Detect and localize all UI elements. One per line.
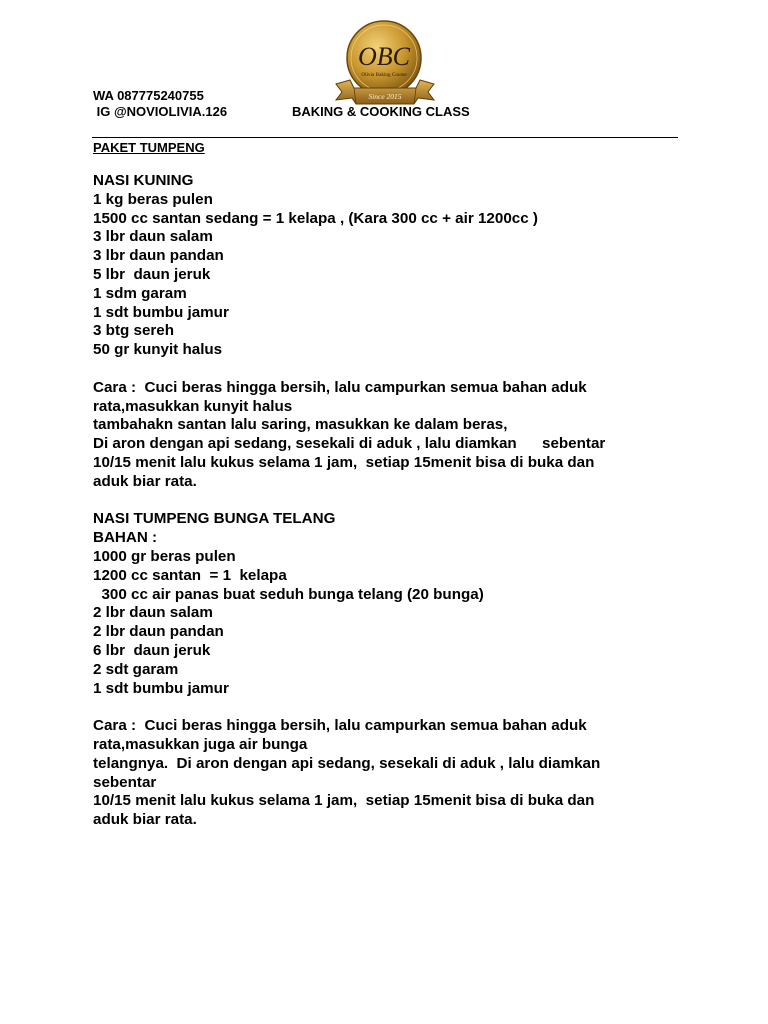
ingredient-line: 5 lbr daun jeruk bbox=[93, 265, 211, 283]
method-line: Cara : Cuci beras hingga bersih, lalu campurkan semua bahan aduk bbox=[93, 717, 587, 735]
logo-ribbon-text: Since 2015 bbox=[368, 92, 402, 101]
method-line: Cara : Cuci beras hingga bersih, lalu campurkan semua bahan aduk bbox=[93, 378, 587, 396]
method-line: 10/15 menit lalu kukus selama 1 jam, setiap 15menit bisa di buka dan bbox=[93, 453, 595, 471]
method-line: sebentar bbox=[93, 773, 157, 791]
ingredient-line: 1 kg beras pulen bbox=[93, 190, 213, 208]
ingredient-line: 1000 gr beras pulen bbox=[93, 547, 236, 565]
spacer bbox=[93, 492, 683, 511]
class-title: BAKING & COOKING CLASS bbox=[292, 104, 470, 119]
instagram-contact: IG @NOVIOLIVIA.126 bbox=[93, 104, 228, 119]
recipe-body bbox=[93, 172, 683, 830]
ingredient-line: 3 lbr daun pandan bbox=[93, 247, 224, 265]
ingredient-line: 300 cc air panas buat seduh bunga telang (20 bunga) bbox=[93, 585, 484, 603]
logo-name: Olivia Baking Course bbox=[361, 72, 407, 78]
spacer bbox=[93, 698, 683, 717]
method-line: rata,masukkan kunyit halus bbox=[93, 397, 293, 415]
ingredient-line: 3 lbr daun salam bbox=[93, 228, 213, 246]
ingredient-line: 1 sdt bumbu jamur bbox=[93, 303, 229, 321]
ingredient-line: BAHAN : bbox=[93, 529, 158, 547]
section-title: NASI KUNING bbox=[93, 172, 194, 189]
ingredient-line: 1500 cc santan sedang = 1 kelapa , (Kara 300 cc + air 1200cc ) bbox=[93, 209, 538, 227]
method-line: aduk biar rata. bbox=[93, 811, 197, 829]
ingredient-line: 2 sdt garam bbox=[93, 660, 179, 678]
ingredient-line: 1200 cc santan = 1 kelapa bbox=[93, 566, 287, 584]
method-line: telangnya. Di aron dengan api sedang, sesekali di aduk , lalu diamkan bbox=[93, 754, 601, 772]
header-divider bbox=[92, 137, 678, 138]
method-line: rata,masukkan juga air bunga bbox=[93, 735, 308, 753]
logo-monogram: OBC bbox=[358, 42, 410, 71]
paket-title: PAKET TUMPENG bbox=[93, 140, 205, 155]
method-line: aduk biar rata. bbox=[93, 472, 197, 490]
method-line: Di aron dengan api sedang, sesekali di aduk , lalu diamkan sebentar bbox=[93, 435, 606, 453]
ingredient-line: 50 gr kunyit halus bbox=[93, 341, 223, 359]
ingredient-line: 1 sdt bumbu jamur bbox=[93, 679, 229, 697]
ingredient-line: 2 lbr daun salam bbox=[93, 604, 213, 622]
ingredient-line: 2 lbr daun pandan bbox=[93, 623, 224, 641]
ingredient-line: 3 btg sereh bbox=[93, 322, 175, 340]
section-title: NASI TUMPENG BUNGA TELANG bbox=[93, 510, 336, 528]
obc-logo bbox=[332, 18, 438, 110]
ingredient-line: 1 sdm garam bbox=[93, 284, 187, 302]
method-line: 10/15 menit lalu kukus selama 1 jam, setiap 15menit bisa di buka dan bbox=[93, 792, 595, 810]
spacer bbox=[93, 360, 683, 379]
whatsapp-contact: WA 087775240755 bbox=[93, 88, 204, 103]
ingredient-line: 6 lbr daun jeruk bbox=[93, 641, 211, 659]
method-line: tambahakn santan lalu saring, masukkan ke dalam beras, bbox=[93, 416, 508, 434]
